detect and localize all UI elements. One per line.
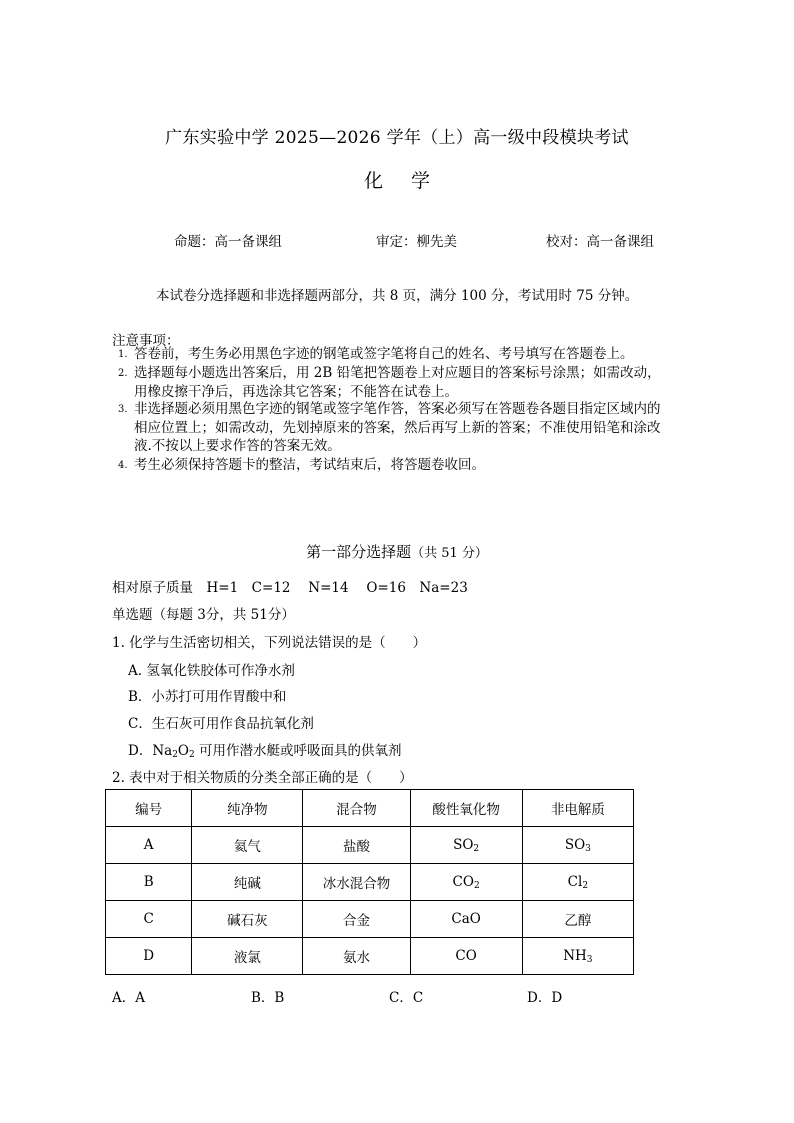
table-header-cell: 非电解质 [522, 790, 633, 827]
table-header-row [106, 790, 634, 827]
q1-option-d-suffix: 可用作潜水艇或呼吸面具的供氧剂 [194, 743, 402, 759]
table-cell [522, 827, 633, 864]
table-header-cell: 编号 [106, 790, 192, 827]
section-label: 单选题（每题 3分，共 51分） [112, 607, 295, 623]
formula: SO [564, 836, 586, 853]
table-cell [522, 864, 633, 901]
formula: Cl [567, 873, 583, 890]
part-one-heading [0, 541, 794, 562]
note-item [112, 345, 692, 364]
q2-answer-a: A．A [112, 990, 145, 1006]
note-text: 非选择题必须用黑色字迹的钢笔或签字笔作答，答案必须写在答题卷各题目指定区域内的 [134, 401, 661, 417]
table-cell [522, 901, 633, 938]
note-item [112, 400, 692, 455]
table-cell: 氨水 [303, 938, 410, 975]
table-cell: D [106, 938, 192, 975]
table-row [106, 938, 634, 975]
q1-option-a: A. 氢氧化铁胶体可作净水剂 [128, 663, 295, 679]
formula: SO [453, 836, 474, 853]
table-cell: A [106, 827, 192, 864]
subject-title [0, 166, 794, 193]
question-1-stem: 1. 化学与生活密切相关，下列说法错误的是（ ） [112, 635, 427, 651]
table-cell: 氦气 [192, 827, 303, 864]
q1-option-d [128, 739, 402, 760]
q2-answer-c: C．C [389, 990, 424, 1006]
q2-answer-d: D．D [527, 990, 563, 1006]
note-number: 2. [118, 368, 128, 379]
table-cell: C [106, 901, 192, 938]
table-cell: 合金 [303, 901, 410, 938]
exam-title: 广东实验中学 2025—2026 学年（上）高一级中段模块考试 [165, 128, 629, 148]
note-text: 答卷前，考生务必用黑色字迹的钢笔或签字笔将自己的姓名、考号填写在答题卷上。 [134, 346, 634, 362]
note-number: 4. [118, 460, 128, 471]
note-text-cont: 液.不按以上要求作答的答案无效。 [134, 438, 341, 454]
question-2-stem: 2. 表中对于相关物质的分类全部正确的是（ ） [112, 770, 413, 786]
formula: CO [455, 947, 477, 964]
subscript: 3 [586, 954, 593, 965]
notes-heading: 注意事项： [112, 333, 180, 349]
formula: 乙醇 [564, 912, 592, 929]
subject-char-2: 学 [411, 170, 431, 192]
part-one-score: （共 51 分） [411, 546, 488, 561]
note-text: 选择题每小题选出答案后，用 2B 铅笔把答题卷上对应题目的答案标号涂黑；如需改动， [134, 365, 661, 381]
table-cell: 纯碱 [192, 864, 303, 901]
q1-option-b: B．小苏打可用作胃酸中和 [128, 689, 287, 705]
table-cell [410, 827, 522, 864]
subscript: 2 [473, 880, 480, 891]
note-item [112, 456, 692, 475]
q1-option-d-prefix: D．Na [128, 743, 173, 759]
table-header-cell: 混合物 [303, 790, 410, 827]
q1-option-c: C．生石灰可用作食品抗氧化剂 [128, 716, 314, 732]
table-cell [522, 938, 633, 975]
q2-answer-b: B．B [251, 990, 285, 1006]
table-cell [410, 938, 522, 975]
table-cell: B [106, 864, 192, 901]
credit-author: 命题：高一备课组 [174, 234, 282, 250]
formula: CaO [451, 910, 481, 927]
credit-proofreader: 校对：高一备课组 [546, 234, 654, 250]
credit-reviewer: 审定：柳先美 [376, 234, 457, 250]
subscript: 2 [473, 843, 480, 854]
table-cell: 液氯 [192, 938, 303, 975]
classification-table [105, 789, 634, 975]
table-row [106, 864, 634, 901]
subject-char-1: 化 [363, 170, 383, 192]
note-text: 考生必须保持答题卡的整洁，考试结束后，将答题卷收回。 [134, 457, 485, 473]
part-one-title: 第一部分选择题 [306, 543, 412, 561]
table-cell: 冰水混合物 [303, 864, 410, 901]
atomic-masses: 相对原子质量 H=1 C=12 N=14 O=16 Na=23 [112, 580, 468, 596]
subscript: 2 [172, 750, 178, 760]
table-cell: 盐酸 [303, 827, 410, 864]
table-cell [410, 864, 522, 901]
table-cell [410, 901, 522, 938]
subscript: 2 [582, 880, 589, 891]
note-item [112, 364, 692, 401]
formula: NH [563, 947, 587, 964]
exam-intro: 本试卷分选择题和非选择题两部分，共 8 页，满分 100 分，考试用时 75 分钟。 [156, 288, 639, 304]
note-number: 3. [118, 404, 128, 415]
table-header-cell: 酸性氧化物 [410, 790, 522, 827]
subscript: 2 [189, 750, 195, 760]
q1-option-d-mid: O [177, 743, 189, 759]
note-text-cont: 用橡皮擦干净后，再选涂其它答案；不能答在试卷上。 [134, 384, 458, 400]
note-number: 1. [118, 349, 128, 360]
table-row [106, 827, 634, 864]
subscript: 3 [585, 843, 591, 854]
table-cell: 碱石灰 [192, 901, 303, 938]
table-header-cell: 纯净物 [192, 790, 303, 827]
table-row [106, 901, 634, 938]
formula: CO [452, 873, 474, 890]
note-text-cont: 相应位置上；如需改动，先划掉原来的答案，然后再写上新的答案；不准使用铅笔和涂改 [134, 420, 661, 436]
